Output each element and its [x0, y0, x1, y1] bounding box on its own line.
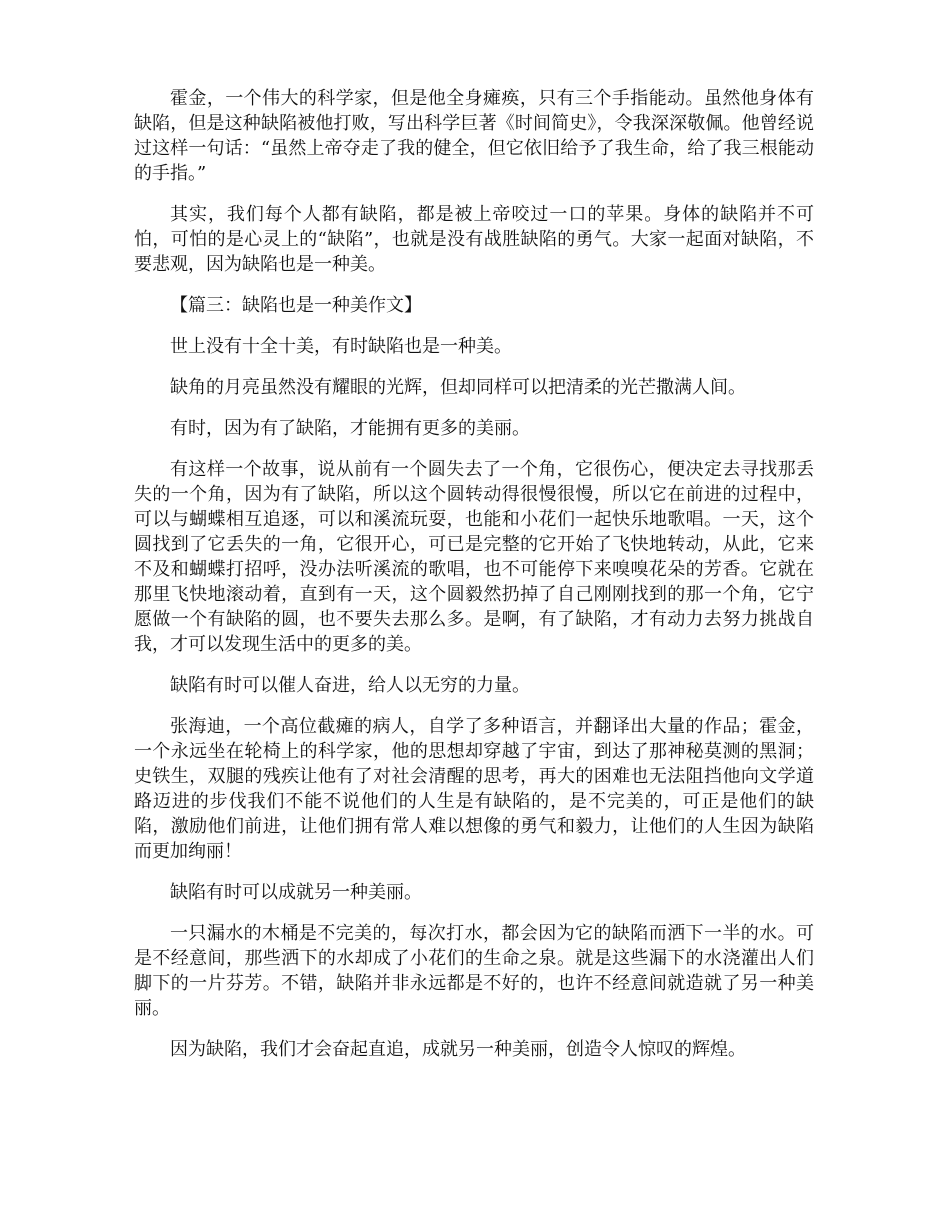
- paragraph-another-beauty: 缺陷有时可以成就另一种美丽。: [170, 882, 422, 903]
- paragraph-moon: 缺角的月亮虽然没有耀眼的光辉，但却同样可以把清柔的光芒撒满人间。: [170, 377, 746, 398]
- paragraph-hawking: 霍金，一个伟大的科学家，但是他全身瘫痪，只有三个手指能动。虽然他身体有缺陷，但是这种缺陷被他打败，写出科学巨著《时间简史》，令我深深敬佩。他曾经说过这样一句话：“虽然上帝夺走了我的健全，但它依旧给予了我生命，给了我三根能动的手指。”: [134, 88, 814, 184]
- paragraph-motivation: 缺陷有时可以催人奋进，给人以无穷的力量。: [170, 675, 530, 696]
- document-body: [134, 86, 814, 1078]
- paragraph-more-beauty: 有时，因为有了缺陷，才能拥有更多的美丽。: [170, 418, 530, 439]
- section-heading: 【篇三：缺陷也是一种美作文】: [170, 295, 422, 316]
- paragraph-everyone-has-flaws: 其实，我们每个人都有缺陷，都是被上帝咬过一口的苹果。身体的缺陷并不可怕，可怕的是心灵上的“缺陷”，也就是没有战胜缺陷的勇气。大家一起面对缺陷，不要悲观，因为缺陷也是一种美。: [134, 204, 814, 275]
- paragraph-conclusion: 因为缺陷，我们才会奋起直追，成就另一种美丽，创造令人惊叹的辉煌。: [170, 1039, 746, 1060]
- paragraph-circle-story: 有这样一个故事，说从前有一个圆失去了一个角，它很伤心，便决定去寻找那丢失的一个角，因为有了缺陷，所以这个圆转动得很慢很慢，所以它在前进的过程中，可以与蝴蝶相互追逐，可以和溪流玩耍，也能和小花们一起快乐地歌唱。一天，这个圆找到了它丢失的一角，它很开心，可已是完整的它开始了飞快地转动，从此，它来不及和蝴蝶打招呼，没办法听溪流的歌唱，也不可能停下来嗅嗅花朵的芳香。它就在那里飞快地滚动着，直到有一天，这个圆毅然扔掉了自己刚刚找到的那一个角，它宁愿做一个有缺陷的圆，也不要失去那么多。是啊，有了缺陷，才有动力去努力挑战自我，才可以发现生活中的更多的美。: [134, 459, 814, 655]
- paragraph-leaky-bucket: 一只漏水的木桶是不完美的，每次打水，都会因为它的缺陷而洒下一半的水。可是不经意间，那些洒下的水却成了小花们的生命之泉。就是这些漏下的水浇灌出人们脚下的一片芬芳。不错，缺陷并非永远都是不好的，也许不经意间就造就了另一种美丽。: [134, 923, 814, 1019]
- paragraph-examples: 张海迪，一个高位截瘫的病人，自学了多种语言，并翻译出大量的作品；霍金，一个永远坐在轮椅上的科学家，他的思想却穿越了宇宙，到达了那神秘莫测的黑洞；史铁生，双腿的残疾让他有了对社会清醒的思考，再大的困难也无法阻挡他向文学道路迈进的步伐我们不能不说他们的人生是有缺陷的，是不完美的，可正是他们的缺陷，激励他们前进，让他们拥有常人难以想像的勇气和毅力，让他们的人生因为缺陷而更加绚丽！: [134, 716, 814, 862]
- paragraph-no-perfection: 世上没有十全十美，有时缺陷也是一种美。: [170, 336, 512, 357]
